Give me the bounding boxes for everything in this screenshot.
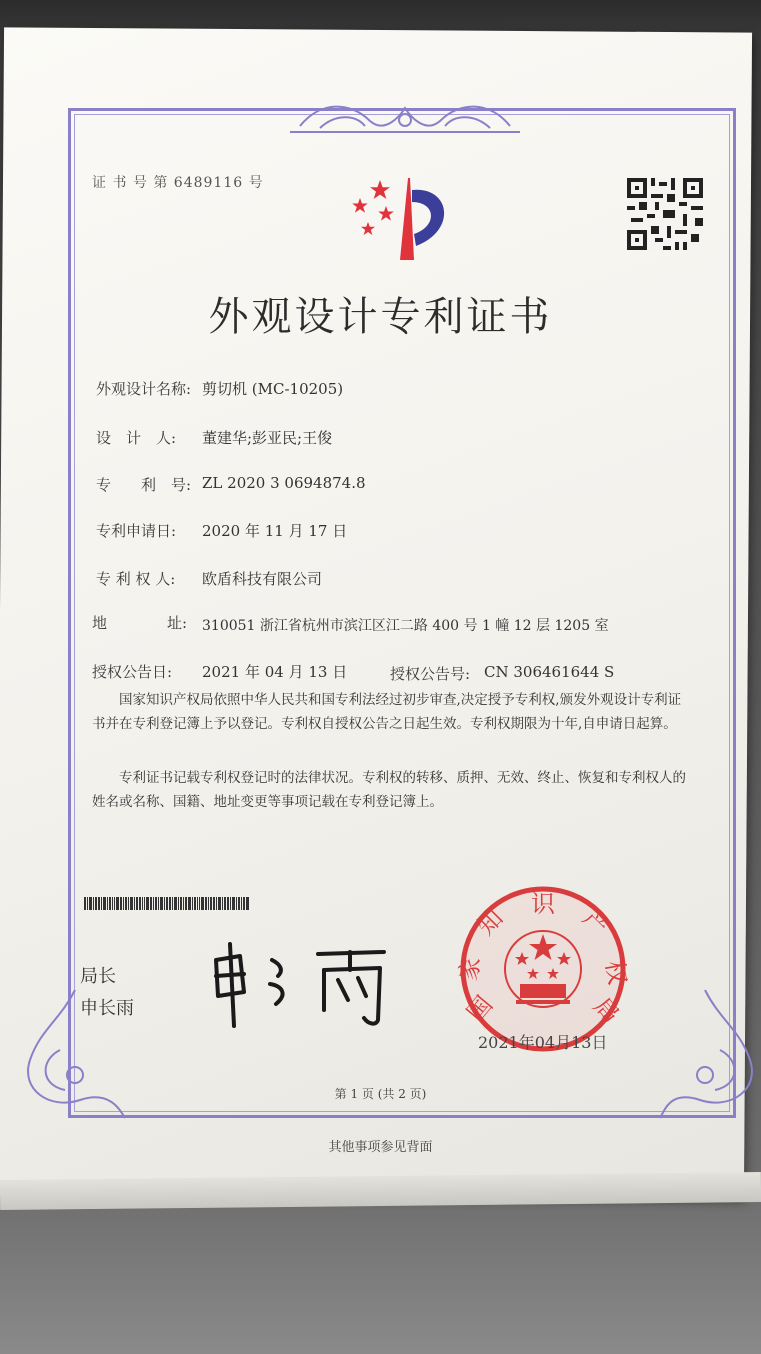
announcement-date-label: 授权公告日: [92, 663, 173, 681]
patentee-label: 专 利 权 人: [96, 570, 176, 588]
cnipa-logo-icon [340, 172, 460, 264]
signatory-name: 申长雨 [80, 998, 134, 1019]
svg-text:家: 家 [454, 954, 486, 983]
signatory-title: 局长 [80, 966, 116, 987]
seal-date: 2021年04月13日 [478, 1033, 608, 1052]
announcement-number-value: CN 306461644 S [484, 663, 615, 681]
certificate-title: 外观设计专利证书 [208, 294, 553, 340]
barcode [84, 897, 290, 910]
designer-value: 董建华;彭亚民;王俊 [202, 429, 333, 447]
address-value: 310051 浙江省杭州市滨江区江二路 400 号 1 幢 12 层 1205 室 [202, 618, 609, 634]
body-paragraph-2: 专利证书记载专利权登记时的法律状况。专利权的转移、质押、无效、终止、恢复和专利权人的姓名或名称、国籍、地址变更等事项记载在专利登记簿上。 [92, 770, 686, 810]
certificate-number: 证 书 号 第 6489116 号 [92, 175, 264, 191]
patentee-value: 欧盾科技有限公司 [202, 570, 323, 588]
filing-date-value: 2020 年 11 月 17 日 [202, 522, 348, 540]
patent-number-label: 专 利 号: [96, 476, 192, 494]
svg-text:识: 识 [531, 890, 555, 918]
body-paragraph-1: 国家知识产权局依照中华人民共和国专利法经过初步审查,决定授予专利权,颁发外观设计专利证书并在专利登记簿上予以登记。专利权自授权公告之日起生效。专利权期限为十年,自申请日起算。 [92, 692, 682, 732]
patent-number-value: ZL 2020 3 0694874.8 [202, 474, 366, 492]
back-side-note: 其他事项参见背面 [328, 1140, 433, 1155]
announcement-date-value: 2021 年 04 月 13 日 [202, 663, 348, 681]
page-indicator: 第 1 页 (共 2 页) [334, 1087, 427, 1101]
handwritten-signature-icon [200, 930, 400, 1030]
design-name-label: 外观设计名称: [96, 380, 192, 398]
official-seal-icon [454, 884, 632, 1054]
design-name-value: 剪切机 (MC-10205) [202, 380, 344, 398]
qr-code-icon [627, 178, 703, 250]
announcement-number-label: 授权公告号: [390, 665, 471, 683]
top-ornament-icon [290, 96, 520, 140]
designer-label: 设 计 人: [96, 429, 177, 447]
filing-date-label: 专利申请日: [96, 522, 177, 540]
svg-text:局: 局 [587, 992, 625, 1030]
svg-text:国: 国 [461, 990, 499, 1028]
svg-text:产: 产 [577, 903, 615, 941]
svg-text:知: 知 [471, 903, 509, 941]
svg-text:权: 权 [600, 958, 632, 987]
address-label: 地 址: [92, 614, 188, 632]
